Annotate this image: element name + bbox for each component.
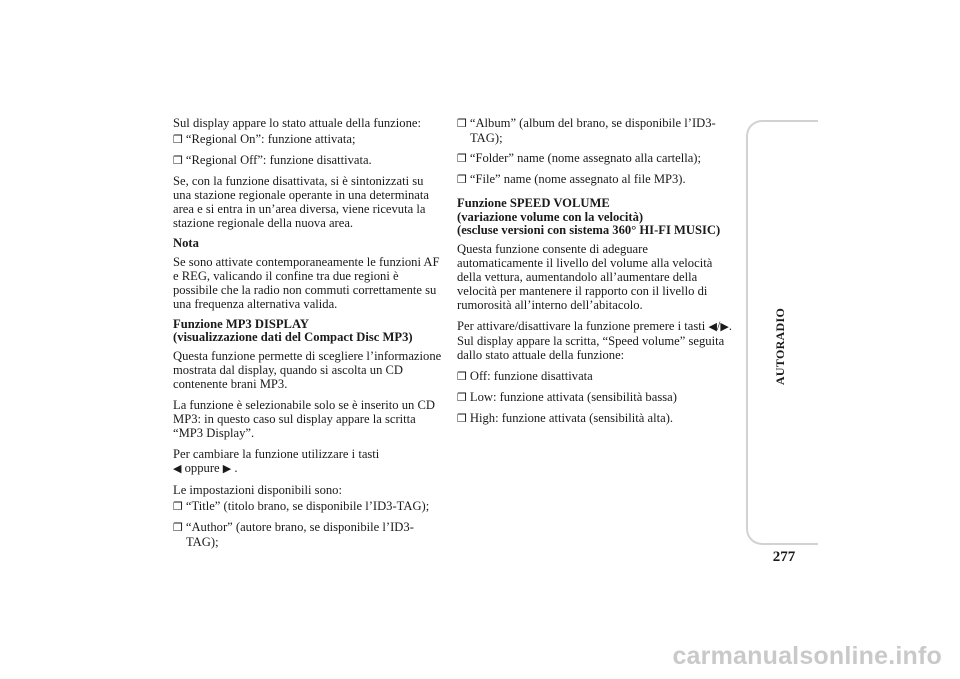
checkbox-bullet-icon: ❒ <box>457 173 467 186</box>
paragraph: La funzione è selezionabile solo se è inserito un CD MP3: in questo caso sul display appare la scritta “MP3 Display”. <box>173 397 435 440</box>
checkbox-bullet-icon: ❒ <box>457 152 467 165</box>
list-item: ❒ Off: funzione disattivata <box>457 368 593 383</box>
mp3-display-heading: Funzione MP3 DISPLAY (visualizzazione dati del Compact Disc MP3) <box>173 316 413 344</box>
list-item: ❒ “Title” (titolo brano, se disponibile l’ID3-TAG); <box>173 498 430 513</box>
right-column <box>457 116 733 432</box>
checkbox-bullet-icon: ❒ <box>173 499 183 513</box>
checkbox-bullet-icon: ❒ <box>457 390 467 404</box>
paragraph: Per cambiare la funzione utilizzare i tasti ◀ oppure ▶ . <box>173 446 380 475</box>
checkbox-bullet-icon: ❒ <box>457 411 467 425</box>
left-arrow-icon: ◀ <box>173 461 182 475</box>
left-arrow-icon: ◀ <box>708 319 717 333</box>
checkbox-bullet-icon: ❒ <box>457 117 467 130</box>
paragraph: Se, con la funzione disattivata, si è sintonizzati su una stazione regionale operante in una determinata area e si entra in un’area diversa, viene ricevuta la stazione regionale della nuova area. <box>173 174 429 230</box>
list-item: ❒ “File” name (nome assegnato al file MP3). <box>457 172 686 186</box>
paragraph: Le impostazioni disponibili sono: <box>173 482 342 497</box>
paragraph: Per attivare/disattivare la funzione premere i tasti ◀/▶. Sul display appare la scritta, “Speed volume” seguita dallo stato attuale della funzione: <box>457 318 733 362</box>
list-item: ❒ “Album” (album del brano, se disponibile l’ID3-TAG); <box>457 116 716 145</box>
list-item: ❒ Low: funzione attivata (sensibilità bassa) <box>457 389 677 404</box>
checkbox-bullet-icon: ❒ <box>173 154 183 167</box>
list-item: ❒ High: funzione attivata (sensibilità alta). <box>457 410 674 425</box>
page-number: 277 <box>772 549 796 565</box>
right-arrow-icon: ▶ <box>222 461 232 475</box>
checkbox-bullet-icon: ❒ <box>173 520 183 534</box>
paragraph: Questa funzione permette di scegliere l’informazione mostrata dal display, quando si ascolta un CD contenente brani MP3. <box>173 348 442 391</box>
checkbox-bullet-icon: ❒ <box>173 133 183 146</box>
section-tab-label: AUTORADIO <box>773 307 788 385</box>
nota-heading: Nota <box>173 236 199 250</box>
checkbox-bullet-icon: ❒ <box>457 369 467 383</box>
list-item: ❒ “Regional On”: funzione attivata; <box>173 132 356 146</box>
watermark: carmanualsonline.info <box>672 642 942 670</box>
list-item: ❒ “Regional Off”: funzione disattivata. <box>173 153 372 167</box>
list-item: ❒ “Author” (autore brano, se disponibile l’ID3-TAG); <box>173 519 414 549</box>
nota-text: Se sono attivate contemporaneamente le funzioni AF e REG, valicando il confine tra due regioni è possibile che la radio non commuti correttamente su una frequenza alternativa valida. <box>173 254 440 311</box>
paragraph: Questa funzione consente di adeguare automaticamente il livello del volume alla velocità della vettura, aumentandolo all’aumentare della velocità per mantenere il rapporto con il livello di rumorosità all’interno dell’abitacolo. <box>457 241 713 312</box>
paragraph: Sul display appare lo stato attuale della funzione: <box>173 116 421 130</box>
list-item: ❒ “Folder” name (nome assegnato alla cartella); <box>457 151 702 165</box>
speed-volume-heading: Funzione SPEED VOLUME (variazione volume con la velocità) (escluse versioni con sistema 360° HI-FI MUSIC) <box>457 196 721 237</box>
right-arrow-icon: ▶ <box>720 319 729 333</box>
left-column <box>173 116 443 555</box>
